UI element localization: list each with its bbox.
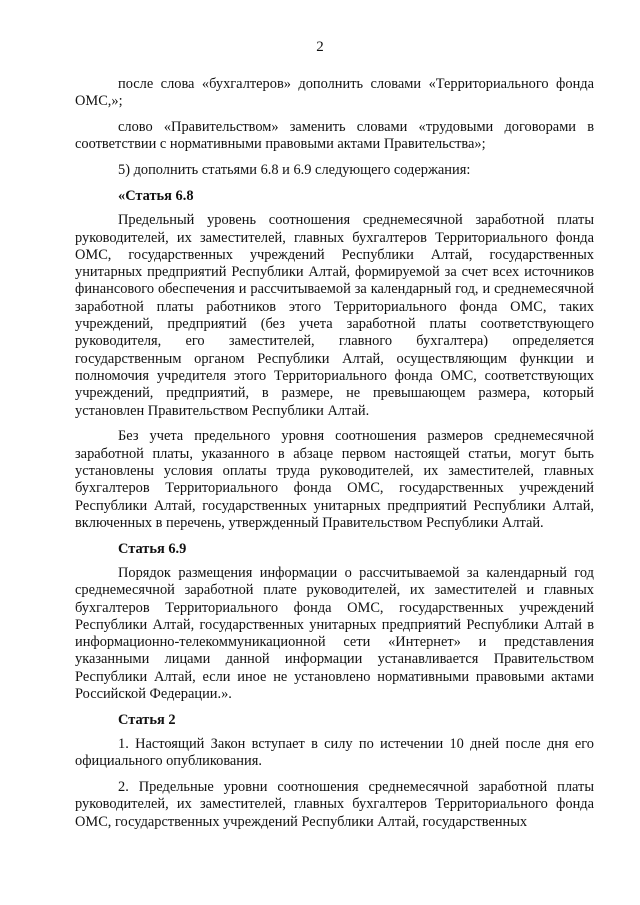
- article-heading: Статья 6.9: [118, 540, 187, 557]
- document-body: [75, 76, 594, 840]
- article-heading: Статья 2: [118, 711, 176, 728]
- paragraph: Без учета предельного уровня соотношения размеров среднемесячной заработной платы, указанного в абзаце первом настоящей статьи, могут быть установлены условия оплаты труда руководителей, их заместителей, главных бухгалтеров Территориального фонда ОМС, государственных учреждений Республики Алтай, государственных унитарных предприятий Республики Алтай, включенных в перечень, утвержденный Правительством Республики Алтай.: [75, 428, 594, 531]
- paragraph: 5) дополнить статьями 6.8 и 6.9 следующего содержания:: [118, 162, 471, 179]
- paragraph: слово «Правительством» заменить словами «трудовыми договорами в соответствии с нормативными правовыми актами Правительства»;: [75, 119, 594, 153]
- paragraph: после слова «бухгалтеров» дополнить словами «Территориального фонда ОМС,»;: [75, 76, 594, 110]
- page-number: 2: [316, 39, 324, 55]
- paragraph: Предельный уровень соотношения среднемесячной заработной платы руководителей, их заместителей, главных бухгалтеров Территориального фонда ОМС, государственных учреждений Республики Алтай, государственных унитарных предприятий Республики Алтай, формируемой за счет всех источников финансового обеспечения и рассчитываемой за календарный год, и среднемесячной заработной платы работников этого Территориального фонда ОМС, таких учреждений, предприятий (без учета заработной платы соответствующего руководителя, его заместителей, главного бухгалтера) определяется государственным органом Республики Алтай, осуществляющим функции и полномочия учредителя этого Территориального фонда ОМС, соответствующих учреждений, предприятий, в размере, не превышающем размера, который установлен Правительством Республики Алтай.: [75, 212, 594, 419]
- article-heading: «Статья 6.8: [118, 187, 194, 204]
- paragraph: 1. Настоящий Закон вступает в силу по истечении 10 дней после дня его официального опубликования.: [75, 736, 594, 770]
- paragraph: 2. Предельные уровни соотношения среднемесячной заработной платы руководителей, их заместителей, главных бухгалтеров Территориального фонда ОМС, государственных учреждений Республики Алтай, государственных: [75, 779, 594, 830]
- paragraph: Порядок размещения информации о рассчитываемой за календарный год среднемесячной заработной плате руководителей, их заместителей и главных бухгалтеров Территориального фонда ОМС, государственных учреждений Республики Алтай, государственных унитарных предприятий Республики Алтай в информационно-телекоммуникационной сети «Интернет» и представления указанными лицами данной информации устанавливается Правительством Республики Алтай, если иное не установлено нормативными правовыми актами Российской Федерации.».: [75, 564, 594, 702]
